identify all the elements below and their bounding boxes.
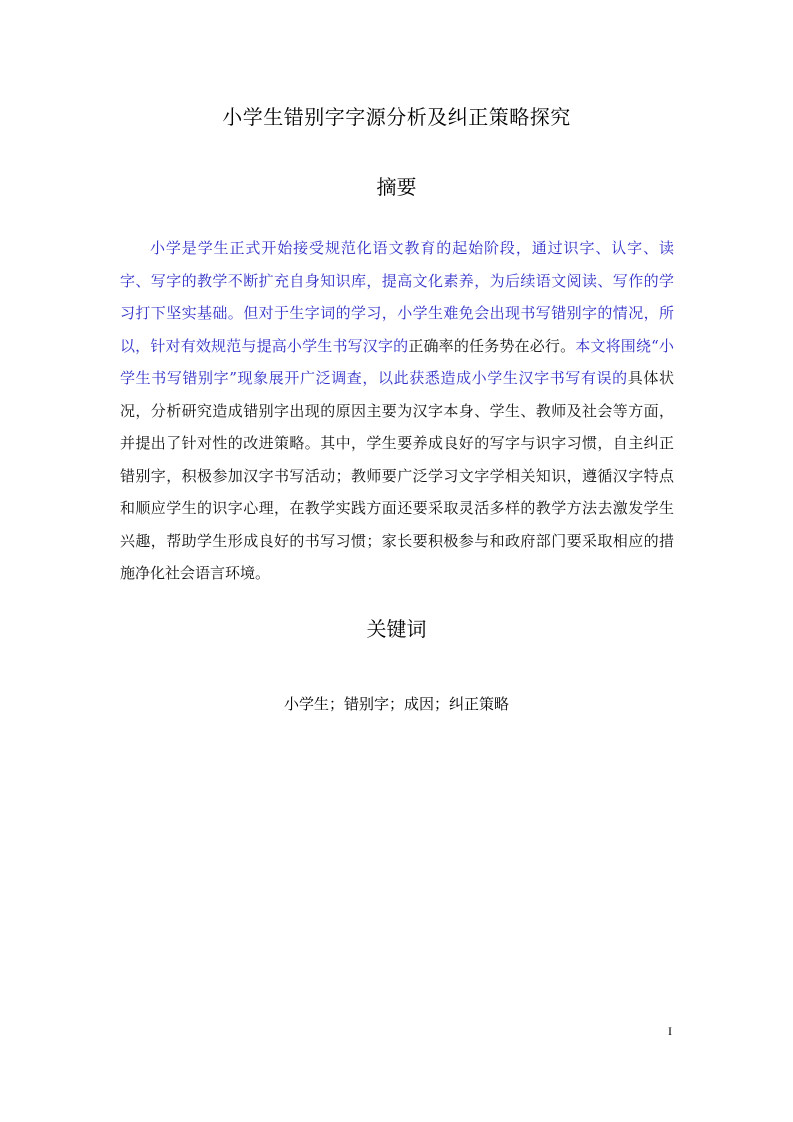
abstract-black-text-2: 具体状况，分析研究造成错别字出现的原因主要为汉字本身、学生、教师及社会等方面，并提出了针对性的改进策略。其中，学生要养成良好的写字与识字习惯，自主纠正错别字，积极参加汉字书写活动；教师要广泛学习文字学相关知识，遵循汉字特点和顺应学生的识字心理，在教学实践方面还要采取灵活多样的教学方法去激发学生兴趣，帮助学生形成良好的书写习惯；家长要积极参与和政府部门要采取相应的措施净化社会语言环境。 bbox=[120, 369, 674, 582]
keywords-heading: 关键词 bbox=[366, 617, 427, 641]
abstract-heading: 摘要 bbox=[376, 175, 417, 199]
page-number: I bbox=[668, 1024, 672, 1038]
abstract-paragraph bbox=[120, 232, 674, 590]
document-title: 小学生错别字字源分析及纠正策略探究 bbox=[222, 105, 571, 129]
abstract-blue-text: 小学是学生正式开始接受规范化语文教育的起始阶段，通过识字、认字、读字、写字的教学不断扩充自身知识库，提高文化素养，为后续语文阅读、写作的学习打下坚实基础。但对于生字词的学习，小学生难免会出现书写错别字的情况，所以，针对有效规范与提高小学生书写汉字的 bbox=[120, 239, 674, 355]
keywords-list: 小学生；错别字；成因；纠正策略 bbox=[283, 695, 509, 713]
abstract-blue-text-2: 本文将围绕“小学生书写错别字”现象展开广泛调查，以此获悉造成小学生汉字书写有误的 bbox=[120, 336, 674, 387]
abstract-black-text: 正确率的任务势在必行。 bbox=[408, 336, 576, 355]
